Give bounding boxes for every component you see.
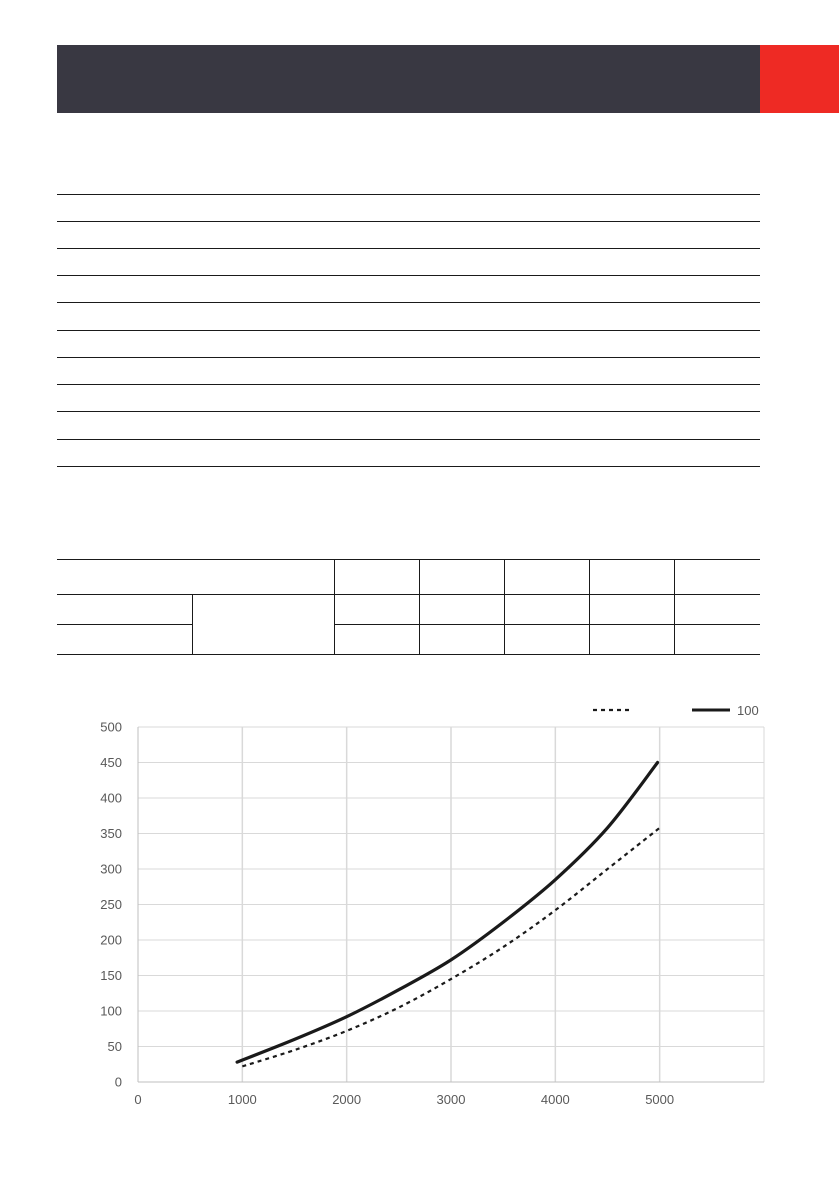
table-rule [57,624,192,625]
y-tick-label: 350 [100,826,122,841]
spec-row-divider [57,194,760,195]
spec-row-divider [57,275,760,276]
x-tick-label: 0 [134,1092,142,1107]
data-table [57,559,760,655]
x-tick-label: 1000 [227,1092,257,1107]
table-rule [334,624,760,625]
x-tick-label: 2000 [332,1092,362,1107]
spec-row-divider [57,221,760,222]
spec-row-divider [57,302,760,303]
y-tick-label: 50 [107,1039,122,1054]
y-tick-label: 450 [100,755,122,770]
table-col-divider [192,594,193,654]
spec-row-divider [57,357,760,358]
y-tick-label: 300 [100,861,122,877]
y-tick-label: 200 [100,932,122,948]
x-tick-label: 5000 [645,1092,675,1107]
spec-row-divider [57,384,760,385]
y-tick-label: 0 [114,1074,122,1090]
table-rule [57,559,760,560]
table-col-divider [589,559,590,654]
x-tick-label: 3000 [436,1092,466,1107]
header-accent [760,45,839,113]
y-tick-label: 100 [100,1003,122,1019]
spec-row-divider [57,411,760,412]
y-tick-label: 400 [100,790,122,806]
spec-row-divider [57,248,760,249]
spec-row-divider [57,439,760,440]
performance-chart [0,690,839,1130]
series-line-solid [237,763,657,1063]
table-col-divider [334,559,335,654]
spec-row-divider [57,466,760,467]
spec-row-divider [57,330,760,331]
table-rule [57,594,760,595]
x-tick-label: 4000 [540,1092,570,1107]
y-tick-label: 250 [100,897,122,912]
table-col-divider [674,559,675,654]
legend-label: 100 [737,703,759,718]
y-tick-label: 500 [100,719,122,735]
header-bar [57,45,760,113]
table-col-divider [419,559,420,654]
table-rule [57,654,760,655]
table-col-divider [504,559,505,654]
y-tick-label: 150 [100,968,122,983]
